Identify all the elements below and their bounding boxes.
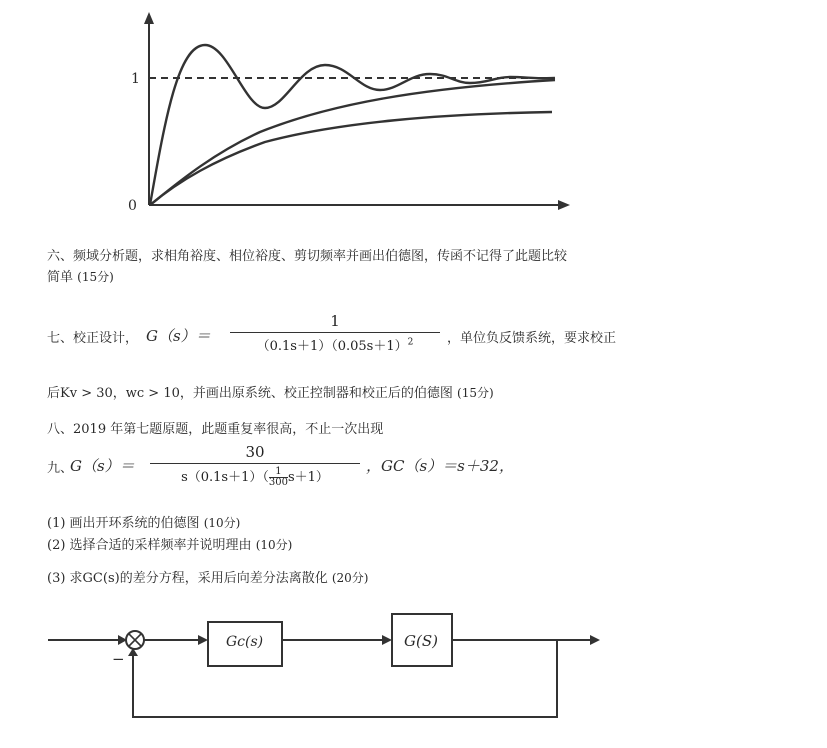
q6-line2 [47, 266, 114, 285]
q7-fraction [230, 312, 440, 354]
g-input-arrow [382, 635, 392, 645]
y-axis-arrow [144, 12, 154, 24]
q7-denominator-text: （0.1s＋1）（0.05s＋1） [256, 339, 408, 354]
q9-item-1-score: (10分) [203, 516, 241, 530]
q9-item-3-score: (20分) [331, 571, 369, 585]
q7-numerator: 1 [330, 312, 340, 330]
q6-line1: 六、频域分析题，求相角裕度、相位裕度、剪切频率并画出伯德图，传函不记得了此题比较 [47, 249, 568, 264]
q7-g-label: G（s）＝ [146, 327, 211, 345]
q7-denominator-exponent: 2 [407, 337, 414, 348]
output-arrow [590, 635, 600, 645]
feedback-minus-sign: − [112, 650, 125, 668]
step-response-graph [0, 0, 827, 230]
q9-item-1 [47, 512, 240, 531]
q9-item-3-text: (3) 求GC(s)的差分方程，采用后向差分法离散化 [47, 571, 328, 586]
q9-fraction [150, 443, 360, 488]
q9-item-2 [47, 534, 292, 553]
q9-item-3 [47, 567, 368, 586]
q9-den-b: s＋1） [287, 470, 329, 485]
q6-line2-text: 简单 [47, 270, 74, 285]
q9-g-label: G（s）＝ [70, 457, 135, 475]
q9-prefix: 九、 [47, 461, 74, 476]
q8-text: 八、2019 年第七题原题，此题重复率很高，不止一次出现 [47, 422, 384, 437]
y-tick-0: 0 [128, 198, 137, 214]
q7-prefix: 七、校正设计， [47, 331, 139, 346]
block-diagram [0, 600, 827, 740]
q9-item-2-score: (10分) [255, 538, 293, 552]
g-block-label: G(S) [404, 632, 438, 650]
x-axis-arrow [558, 200, 570, 210]
q7-line2-text: 后Kv > 30，wc > 10，并画出原系统、校正控制器和校正后的伯德图 [47, 386, 453, 401]
q9-mini-den: 300 [268, 477, 288, 488]
critically-damped-curve [150, 80, 555, 205]
q7-line2 [47, 382, 494, 401]
feedback-path [133, 640, 557, 717]
summing-junction [126, 631, 144, 649]
y-tick-1: 1 [131, 71, 140, 87]
q7-denominator [230, 335, 440, 354]
q9-numerator: 30 [245, 443, 265, 461]
q9-fraction-bar [150, 463, 360, 464]
q9-denominator [150, 466, 360, 488]
q9-item-2-text: (2) 选择合适的采样频率并说明理由 [47, 538, 252, 553]
q7-fraction-bar [230, 332, 440, 333]
q9-den-a: s（0.1s＋1）（ [181, 470, 269, 485]
q6-score: (15分) [77, 270, 114, 284]
gc-block-label: Gc(s) [226, 634, 264, 650]
q7-score: (15分) [457, 386, 494, 400]
gc-input-arrow [198, 635, 208, 645]
q7-suffix: ，单位负反馈系统，要求校正 [447, 331, 617, 346]
q9-mini-num: 1 [275, 466, 282, 477]
q9-item-1-text: (1) 画出开环系统的伯德图 [47, 516, 200, 531]
q9-mini-fraction [269, 467, 288, 488]
q9-gc: ，GC（s）＝s＋32， [366, 457, 514, 475]
